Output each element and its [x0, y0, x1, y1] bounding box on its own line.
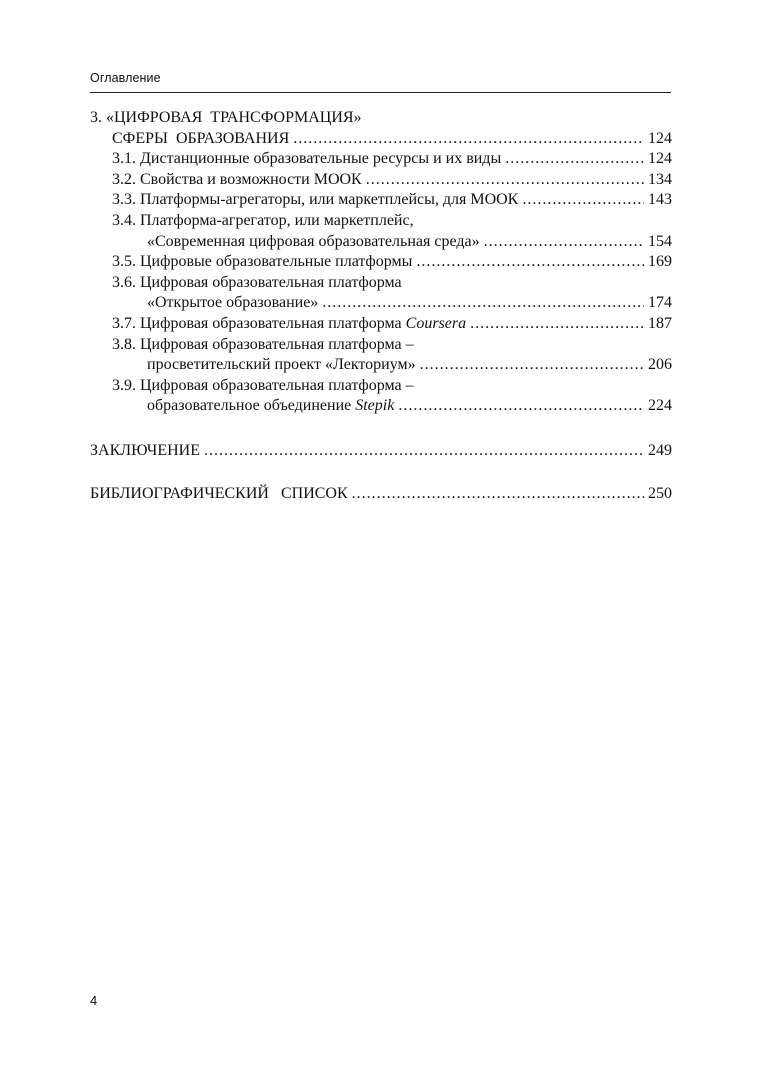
dot-leader: [522, 190, 644, 211]
toc-section-3-7[interactable]: [90, 314, 672, 335]
table-of-contents: [90, 108, 672, 504]
dot-leader: [505, 149, 644, 170]
toc-entry-italic: Stepik: [355, 397, 395, 415]
toc-entry-text: 3.6. Цифровая образовательная платформа: [112, 273, 402, 291]
toc-entry-text: БИБЛИОГРАФИЧЕСКИЙ СПИСОК: [90, 484, 348, 502]
toc-entry-text-main: образовательное объединение: [147, 397, 352, 415]
dot-leader: [204, 441, 644, 462]
toc-page-number: 187: [648, 314, 672, 332]
toc-entry-text-main: 3.7. Цифровая образовательная платформа: [112, 314, 402, 332]
dot-leader: [352, 484, 644, 505]
toc-page-number: 154: [648, 232, 672, 250]
toc-page-number: 250: [648, 484, 672, 502]
toc-page-number: 124: [648, 150, 672, 168]
toc-entry-text: 3.3. Платформы-агрегаторы, или маркетплейсы, для МООК: [112, 191, 519, 209]
toc-page-number: 134: [648, 170, 672, 188]
toc-page-number: 249: [648, 441, 672, 459]
dot-leader: [420, 355, 644, 376]
toc-page-number: 169: [648, 253, 672, 271]
dot-leader: [484, 232, 644, 253]
toc-entry-italic: Coursera: [405, 314, 467, 332]
toc-section-3-6[interactable]: [90, 293, 672, 314]
toc-entry-text: просветительский проект «Лекториум»: [147, 356, 416, 374]
toc-entry-text: «Современная цифровая образовательная среда»: [147, 232, 480, 250]
toc-section-3-6-title: [90, 273, 672, 294]
toc-section-3-3[interactable]: [90, 190, 672, 211]
toc-entry-text: ЗАКЛЮЧЕНИЕ: [90, 441, 200, 459]
toc-entry-text: 3.8. Цифровая образовательная платформа –: [112, 335, 414, 353]
toc-section-3-8-title: [90, 335, 672, 356]
toc-bibliography[interactable]: [90, 484, 672, 505]
toc-section-3-9[interactable]: [90, 396, 672, 417]
toc-page-number: 143: [648, 191, 672, 209]
toc-section-3-4[interactable]: [90, 232, 672, 253]
toc-entry-text: 3.4. Платформа-агрегатор, или маркетплейс,: [112, 211, 414, 229]
dot-leader: [470, 314, 644, 335]
toc-entry-text: 3.2. Свойства и возможности МООК: [112, 170, 362, 188]
header-rule: [90, 92, 671, 93]
dot-leader: [416, 252, 644, 273]
dot-leader: [398, 396, 644, 417]
dot-leader: [322, 293, 644, 314]
toc-chapter-3-title: [90, 108, 672, 129]
toc-section-3-9-title: [90, 376, 672, 397]
toc-entry-text: «Открытое образование»: [147, 294, 319, 312]
toc-page-number: 224: [648, 397, 672, 415]
toc-page-number: 124: [648, 129, 672, 147]
toc-section-3-1[interactable]: [90, 149, 672, 170]
toc-entry-text: СФЕРЫ ОБРАЗОВАНИЯ: [112, 129, 290, 147]
toc-section-3-5[interactable]: [90, 252, 672, 273]
toc-entry-text: 3.5. Цифровые образовательные платформы: [112, 253, 413, 271]
toc-entry-text: [147, 396, 394, 417]
toc-chapter-3[interactable]: [90, 129, 672, 150]
running-title: Оглавление: [90, 71, 161, 85]
dot-leader: [366, 170, 644, 191]
page-number: 4: [90, 993, 98, 1008]
toc-entry-text: [112, 314, 466, 335]
spacer: [90, 417, 672, 441]
toc-section-3-8[interactable]: [90, 355, 672, 376]
toc-section-3-2[interactable]: [90, 170, 672, 191]
spacer: [90, 462, 672, 484]
toc-section-3-4-title: [90, 211, 672, 232]
toc-conclusion[interactable]: [90, 441, 672, 462]
toc-page-number: 174: [648, 294, 672, 312]
toc-page-number: 206: [648, 356, 672, 374]
toc-entry-text: 3. «ЦИФРОВАЯ ТРАНСФОРМАЦИЯ»: [90, 109, 362, 126]
dot-leader: [293, 129, 644, 150]
toc-entry-text: 3.9. Цифровая образовательная платформа –: [112, 376, 414, 394]
toc-entry-text: 3.1. Дистанционные образовательные ресурсы и их виды: [112, 150, 502, 168]
